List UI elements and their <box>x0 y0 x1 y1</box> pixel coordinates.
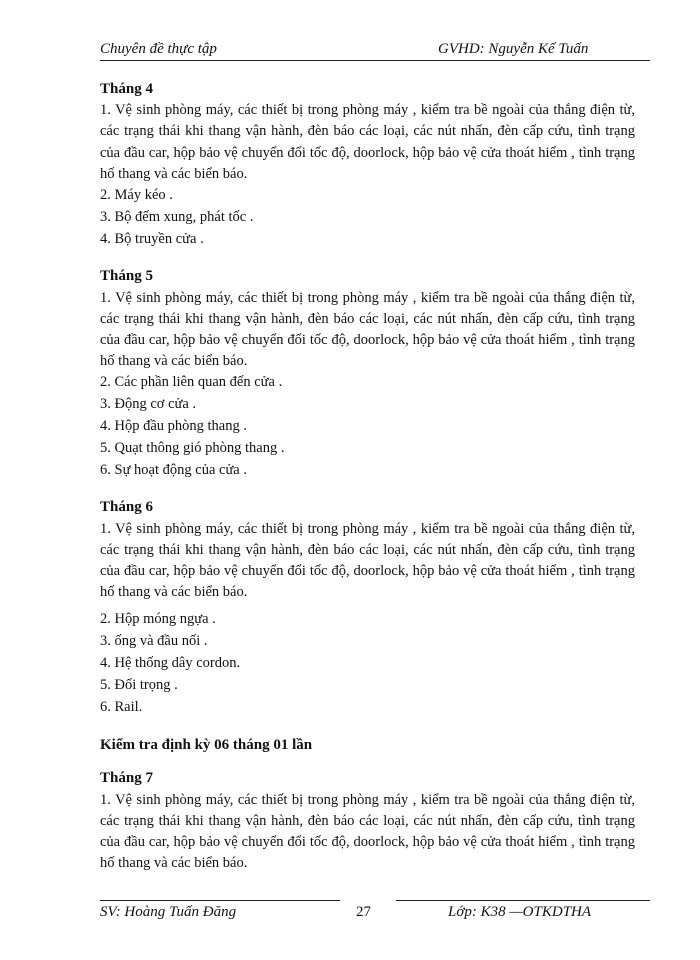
footer-student: SV: Hoàng Tuấn Đăng <box>100 904 237 920</box>
section-thang-7 <box>100 768 635 874</box>
section-list <box>100 372 635 481</box>
list-item: 2. Hộp móng ngựa . <box>100 611 216 628</box>
section-paragraph: 1. Vệ sinh phòng máy, các thiết bị trong phòng máy , kiểm tra bề ngoài của thắng điện từ, các trạng thái khi thang vận hành, đèn báo các loại, các nút nhấn, đèn cấp cứu, tình trạng của đầu car, hộp bảo vệ chuyển đổi tốc độ, doorlock, hộp bảo vệ cửa thoát hiểm , tình trạng hố thang và các biển báo. <box>100 791 635 872</box>
page-header <box>100 38 650 61</box>
section-title: Tháng 4 <box>100 81 153 97</box>
list-item: 6. Sự hoạt động của cửa . <box>100 461 247 478</box>
page-content <box>100 79 635 874</box>
header-advisor: GVHD: Nguyễn Kế Tuấn <box>438 41 589 57</box>
list-item: 6. Rail. <box>100 698 143 715</box>
list-item: 5. Quạt thông gió phòng thang . <box>100 439 285 456</box>
footer-class: Lớp: K38 —OTKDTHA <box>448 904 592 920</box>
list-item: 2. Các phần liên quan đến cửa . <box>100 374 283 391</box>
list-item: 4. Bộ truyền cửa . <box>100 230 204 247</box>
list-item: 3. Bộ đếm xung, phát tốc . <box>100 208 254 225</box>
section-paragraph: 1. Vệ sinh phòng máy, các thiết bị trong phòng máy , kiểm tra bề ngoài của thắng điện từ, các trạng thái khi thang vận hành, đèn báo các loại, các nút nhấn, đèn cấp cứu, tình trạng của đầu car, hộp bảo vệ chuyển đổi tốc độ, doorlock, hộp bảo vệ cửa thoát hiểm , tình trạng hố thang và các biển báo. <box>100 102 635 182</box>
section-thang-5 <box>100 266 635 481</box>
section-list <box>100 609 635 718</box>
page-footer <box>100 900 650 922</box>
section-paragraph: 1. Vệ sinh phòng máy, các thiết bị trong phòng máy , kiểm tra bề ngoài của thắng điện từ, các trạng thái khi thang vận hành, đèn báo các loại, các nút nhấn, đèn cấp cứu, tình trạng của đầu car, hộp bảo vệ chuyển đổi tốc độ, doorlock, hộp bảo vệ cửa thoát hiểm , tình trạng hố thang và các biển báo. <box>100 520 635 601</box>
header-title: Chuyên đề thực tập <box>100 41 217 57</box>
list-item: 3. ống và đầu nối . <box>100 633 208 650</box>
list-item: 5. Đối trọng . <box>100 676 178 693</box>
list-item: 4. Hộp đầu phòng thang . <box>100 418 247 435</box>
section-title: Tháng 7 <box>100 770 153 787</box>
list-item: 4. Hệ thống dây cordon. <box>100 655 241 672</box>
section-paragraph: 1. Vệ sinh phòng máy, các thiết bị trong phòng máy , kiểm tra bề ngoài của thắng điện từ, các trạng thái khi thang vận hành, đèn báo các loại, các nút nhấn, đèn cấp cứu, tình trạng của đầu car, hộp bảo vệ chuyển đổi tốc độ, doorlock, hộp bảo vệ cửa thoát hiểm , tình trạng hố thang và các biển báo. <box>100 289 635 370</box>
page-number: 27 <box>356 904 371 920</box>
footer-rule-right <box>396 900 650 901</box>
section-title: Tháng 6 <box>100 499 153 516</box>
list-item: 2. Máy kéo . <box>100 187 173 204</box>
list-item: 3. Động cơ cửa . <box>100 396 197 413</box>
section-list <box>100 185 635 250</box>
footer-rule-left <box>100 900 340 901</box>
periodic-check-heading: Kiểm tra định kỳ 06 tháng 01 lần <box>100 737 313 754</box>
section-title: Tháng 5 <box>100 268 153 285</box>
section-thang-4 <box>100 79 635 250</box>
section-thang-6 <box>100 497 635 718</box>
